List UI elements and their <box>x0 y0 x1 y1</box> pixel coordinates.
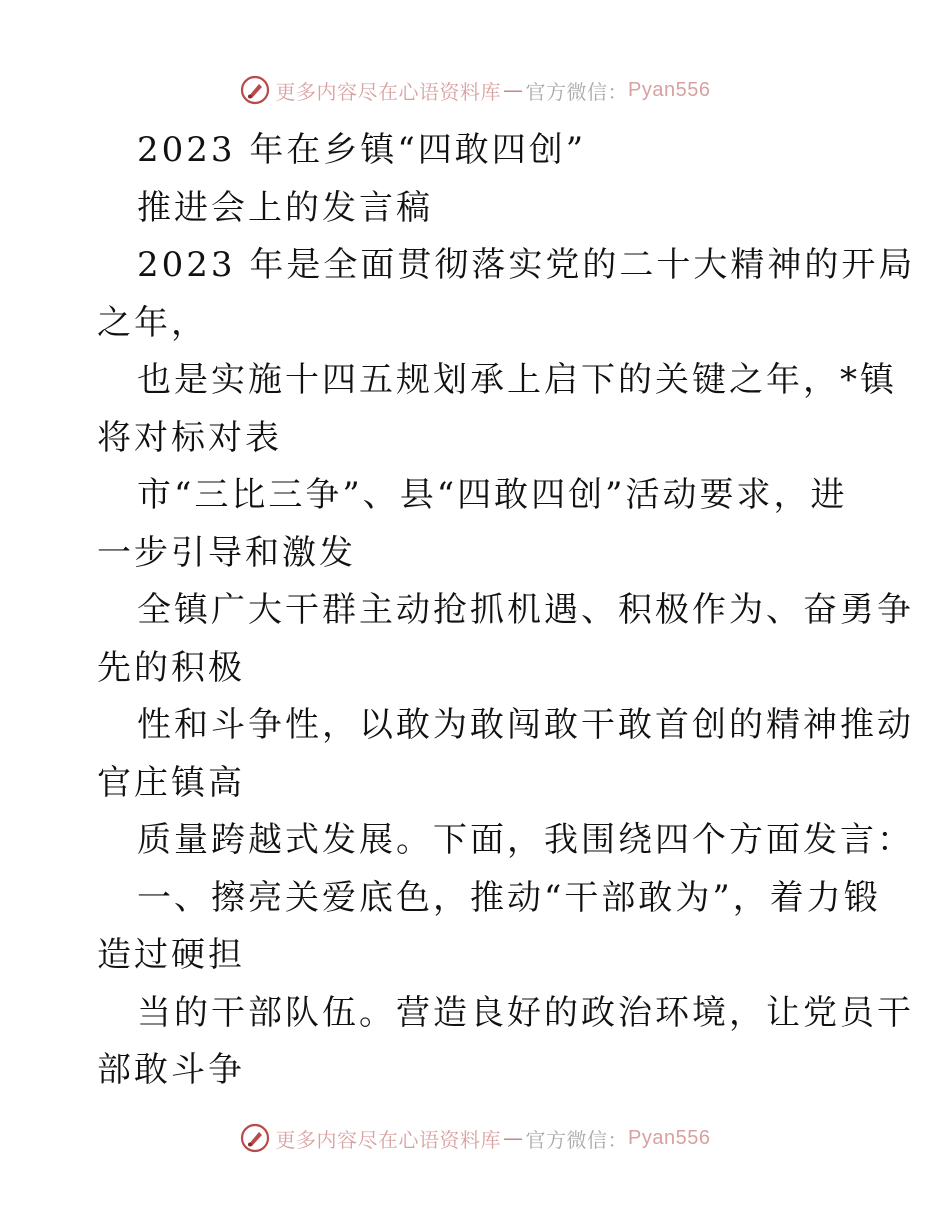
paragraph-line: 一步引导和激发 <box>97 532 356 573</box>
wechat-id: Pyan556 <box>628 78 711 101</box>
brand-text: 更多内容尽在心语资料库 <box>275 1127 502 1152</box>
paragraph-line: 部敢斗争 <box>97 1050 245 1090</box>
paragraph-line: 将对标对表 <box>97 417 282 458</box>
document-body <box>97 122 916 1100</box>
paragraph-line: 之年， <box>97 302 208 343</box>
footer-banner <box>0 1118 950 1158</box>
pen-nib-icon <box>240 1123 270 1153</box>
header-banner <box>0 70 950 110</box>
paragraph-line: 全镇广大干群主动抢抓机遇、积极作为、奋勇争 <box>137 590 914 630</box>
wechat-id: Pyan556 <box>628 1126 711 1149</box>
paragraph-line: 当的干部队伍。营造良好的政治环境，让党员干 <box>137 992 914 1033</box>
official-label: 官方微信： <box>525 1127 629 1152</box>
paragraph-line: 也是实施十四五规划承上启下的关键之年，*镇 <box>137 360 897 400</box>
official-label: 官方微信： <box>525 79 629 104</box>
paragraph-line: 2023 年是全面贯彻落实党的二十大精神的开局 <box>137 245 916 285</box>
banner-separator: — <box>503 78 524 102</box>
paragraph-line: 性和斗争性，以敢为敢闯敢干敢首创的精神推动 <box>137 705 914 745</box>
paragraph-line: 先的积极 <box>97 647 245 688</box>
paragraph-line: 市“三比三争”、县“四敢四创”活动要求，进 <box>137 475 848 515</box>
brand-text: 更多内容尽在心语资料库 <box>275 79 502 104</box>
section-heading-line: 一、擦亮关爱底色，推动“干部敢为”，着力锻 <box>137 877 881 918</box>
pen-nib-icon <box>240 75 270 105</box>
paragraph-line: 质量跨越式发展。下面，我围绕四个方面发言： <box>137 820 914 860</box>
banner-separator: — <box>503 1126 524 1150</box>
doc-title-line-2: 推进会上的发言稿 <box>137 187 433 228</box>
section-heading-line: 造过硬担 <box>97 935 245 975</box>
doc-title-line-1: 2023 年在乡镇“四敢四创” <box>137 130 587 170</box>
paragraph-line: 官庄镇高 <box>97 762 245 803</box>
